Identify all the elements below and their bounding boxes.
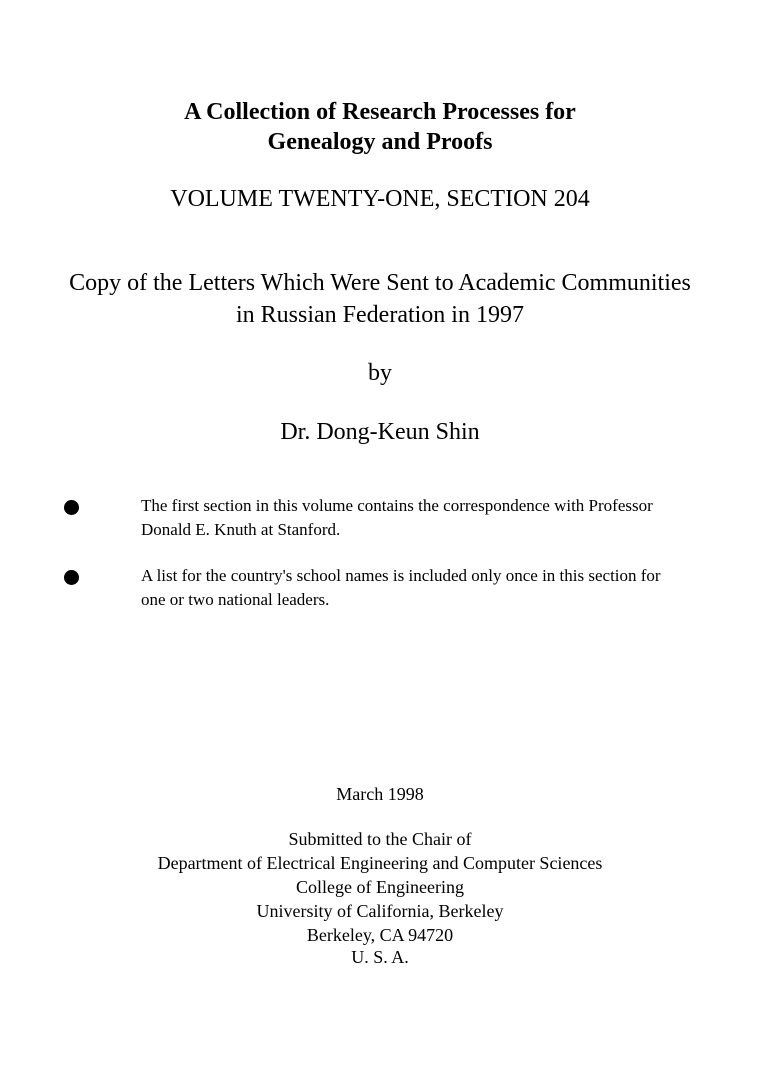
footer-department: Department of Electrical Engineering and Computer Sciences (157, 853, 603, 873)
bullet-1-line-1: The first section in this volume contains the correspondence with Professor (141, 496, 653, 515)
footer-date: March 1998 (336, 784, 424, 804)
bullet-2-line-1: A list for the country's school names is included only once in this section for (141, 566, 661, 585)
footer-country: U. S. A. (351, 947, 409, 967)
bullet-dot-icon (64, 500, 79, 515)
footer-city: Berkeley, CA 94720 (306, 925, 454, 945)
bullet-2-line-2: one or two national leaders. (141, 590, 330, 609)
author-name: Dr. Dong-Keun Shin (280, 419, 480, 445)
footer-submitted: Submitted to the Chair of (288, 829, 472, 849)
title-line-2: Genealogy and Proofs (267, 129, 493, 155)
bullet-text-1 (141, 494, 731, 542)
bullet-text-2 (141, 564, 731, 612)
bullet-dot-icon (64, 570, 79, 585)
volume-heading: VOLUME TWENTY-ONE, SECTION 204 (170, 186, 590, 212)
bullet-1-line-2: Donald E. Knuth at Stanford. (141, 520, 341, 539)
footer-university: University of California, Berkeley (256, 901, 504, 921)
by-label: by (368, 360, 392, 386)
subtitle-line-2: in Russian Federation in 1997 (236, 302, 524, 328)
subtitle-line-1: Copy of the Letters Which Were Sent to Academic Communities (69, 270, 691, 296)
title-line-1: A Collection of Research Processes for (184, 99, 576, 125)
footer-college: College of Engineering (296, 877, 464, 897)
